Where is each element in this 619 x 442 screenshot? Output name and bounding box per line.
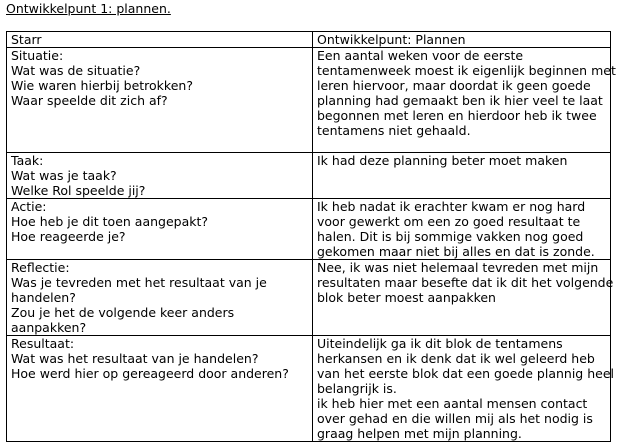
answer-line: tentamens niet gehaald.	[317, 123, 471, 138]
row-heading: Reflectie:	[11, 260, 70, 275]
table-row	[7, 199, 611, 260]
question-line: Zou je het de volgende keer anders	[11, 305, 235, 320]
answer-line: over gehad en die willen mij als het nodig is	[317, 411, 593, 426]
row-heading: Taak:	[11, 153, 44, 168]
answer-line: halen. Dit is bij sommige vakken nog goed	[317, 229, 584, 244]
answer-line: graag helpen met mijn planning.	[317, 426, 522, 441]
answer-line: voor gewerkt om een zo goed resultaat te	[317, 214, 581, 229]
question-line: Wie waren hierbij betrokken?	[11, 78, 193, 93]
answer-line: Ik heb nadat ik erachter kwam er nog hard	[317, 199, 586, 214]
header-starr	[7, 32, 313, 48]
question-line: Hoe werd hier op gereageerd door anderen?	[11, 366, 289, 381]
question-line: handelen?	[11, 290, 76, 305]
question-line: Welke Rol speelde jij?	[11, 183, 146, 198]
question-line: aanpakken?	[11, 320, 87, 335]
row-taak-answer-cell	[313, 153, 611, 199]
answer-line: leren hiervoor, maar doordat ik geen goede	[317, 78, 591, 93]
question-line: Was je tevreden met het resultaat van je	[11, 275, 267, 290]
answer-line: resultaten maar besefte dat ik dit het volgende	[317, 275, 614, 290]
question-line: Wat was de situatie?	[11, 63, 141, 78]
answer-line: blok beter moest aanpakken	[317, 290, 496, 305]
row-heading: Actie:	[11, 199, 47, 214]
question-line: Hoe reageerde je?	[11, 229, 126, 244]
table-row	[7, 48, 611, 153]
answer-line: belangrijk is.	[317, 381, 397, 396]
answer-line: van het eerste blok dat een goede plannig heel	[317, 366, 614, 381]
document-title: Ontwikkelpunt 1: plannen.	[6, 1, 171, 16]
question-line: Hoe heb je dit toen aangepakt?	[11, 214, 209, 229]
starr-table	[6, 31, 616, 442]
row-situatie-answer-cell	[313, 48, 616, 153]
answer-line: begonnen met leren en hierdoor heb ik twee	[317, 108, 597, 123]
table-row	[7, 260, 611, 336]
row-heading: Situatie:	[11, 48, 64, 63]
header-ontwikkelpunt-label: Ontwikkelpunt: Plannen	[317, 32, 466, 47]
answer-line: tentamenweek moest ik eigenlijk beginnen met	[317, 63, 616, 78]
answer-line: Uiteindelijk ga ik dit blok de tentamens	[317, 336, 563, 351]
question-line: Wat was je taak?	[11, 168, 117, 183]
row-reflectie-answer-cell	[313, 260, 614, 336]
row-actie-answer-cell	[313, 199, 611, 260]
answer-line: Een aantal weken voor de eerste	[317, 48, 524, 63]
row-reflectie-question-cell	[7, 260, 313, 336]
table-row	[7, 153, 611, 199]
row-situatie-question-cell	[7, 48, 313, 153]
question-line: Waar speelde dit zich af?	[11, 93, 168, 108]
answer-line: gekomen maar niet bij alles en dat is zonde.	[317, 244, 595, 259]
header-starr-label: Starr	[11, 32, 42, 47]
header-ontwikkelpunt	[313, 32, 611, 48]
table-header-row	[7, 32, 611, 48]
row-heading: Resultaat:	[11, 336, 75, 351]
answer-line: herkansen en ik denk dat ik wel geleerd heb	[317, 351, 595, 366]
answer-line: ik heb hier met een aantal mensen contact	[317, 396, 588, 411]
answer-line: Nee, ik was niet helemaal tevreden met mijn	[317, 260, 599, 275]
question-line: Wat was het resultaat van je handelen?	[11, 351, 259, 366]
row-actie-question-cell	[7, 199, 313, 260]
answer-line: planning had gemaakt ben ik hier veel te laat	[317, 93, 603, 108]
row-taak-question-cell	[7, 153, 313, 199]
answer-line: Ik had deze planning beter moet maken	[317, 153, 568, 168]
